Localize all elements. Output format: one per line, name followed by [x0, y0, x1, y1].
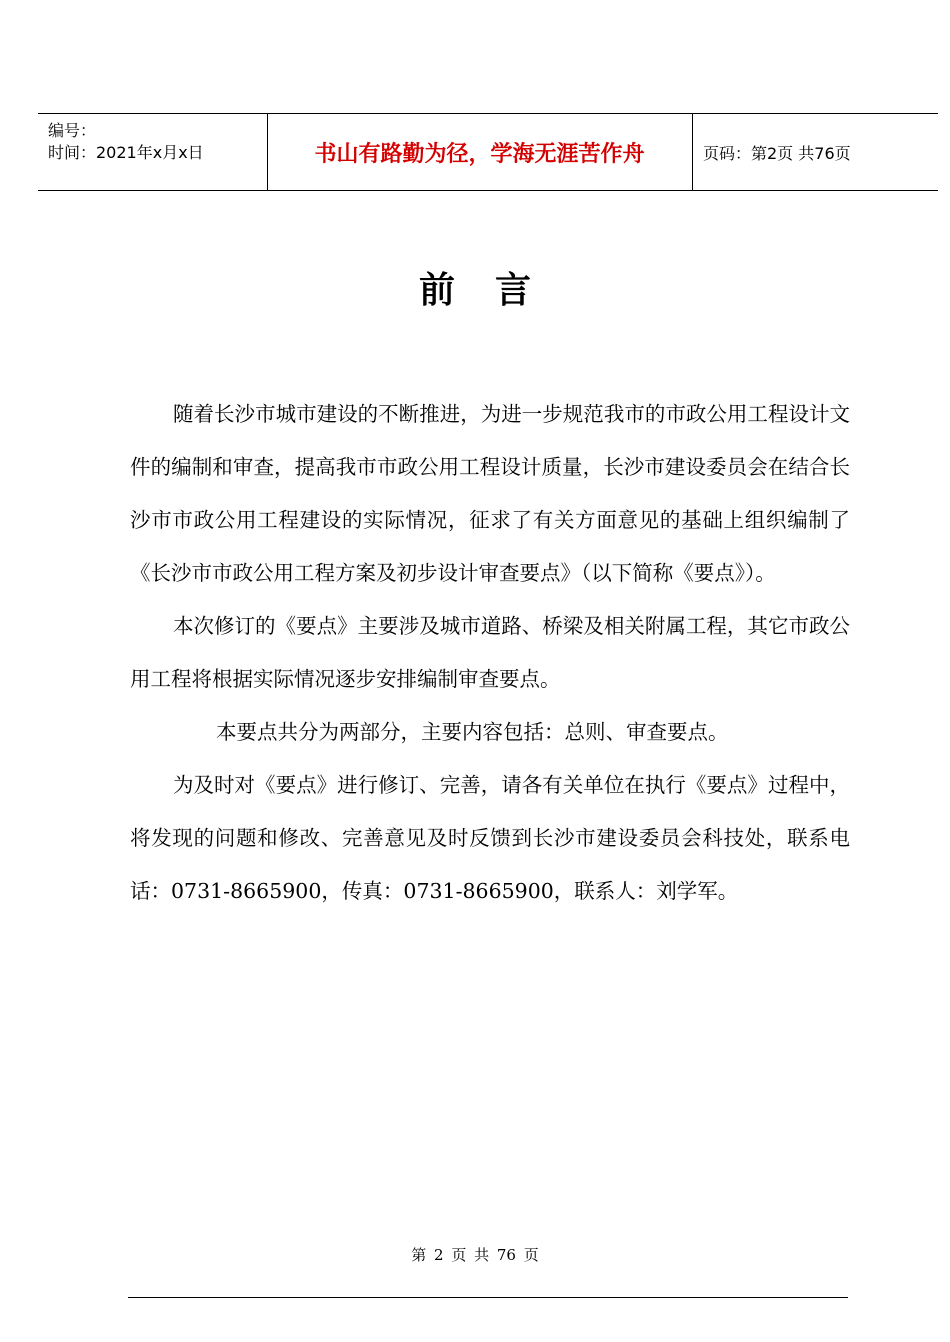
document-number-label: 编号： [48, 121, 97, 140]
paragraph: 本次修订的《要点》主要涉及城市道路、桥梁及相关附属工程，其它市政公用工程将根据实际情况逐步安排编制审查要点。 [130, 614, 850, 691]
header-motto: 书山有路勤为径，学海无涯苦作舟 [314, 141, 645, 167]
document-body [130, 388, 850, 918]
footer-divider [128, 1297, 848, 1298]
header-divider [692, 114, 693, 190]
header-meta [48, 120, 268, 164]
page-header [38, 113, 938, 191]
paragraph: 本要点共分为两部分，主要内容包括：总则、审查要点。 [216, 720, 729, 744]
page-title: 前言 [418, 270, 571, 311]
header-page-info: 页码：第2页 共76页 [703, 143, 851, 163]
paragraph: 随着长沙市城市建设的不断推进，为进一步规范我市的市政公用工程设计文件的编制和审查，提高我市市政公用工程设计质量，长沙市建设委员会在结合长沙市市政公用工程建设的实际情况，征求了有关方面意见的基础上组织编制了《长沙市市政公用工程方案及初步设计审查要点》（以下简称《要点》）。 [130, 402, 850, 585]
paragraph: 为及时对《要点》进行修订、完善，请各有关单位在执行《要点》过程中，将发现的问题和修改、完善意见及时反馈到长沙市建设委员会科技处，联系电话：0731-8665900，传真：0731-8665900，联系人：刘学军。 [130, 773, 850, 903]
document-time-label: 时间：2021年x月x日 [48, 143, 204, 162]
footer-page-number: 第 2 页 共 76 页 [411, 1246, 539, 1264]
